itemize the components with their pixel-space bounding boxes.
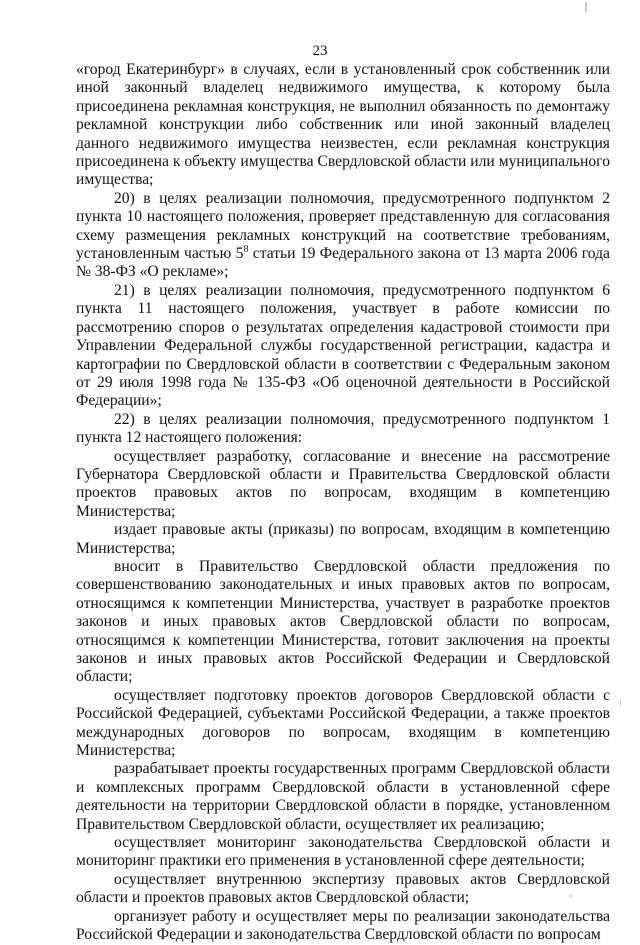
paragraph: разрабатывает проекты государственных программ Свердловской области и комплексных программ Свердловской области в установленной сфере деятельности на территории Свердловской области в порядке, установленном Правительством Свердловской области, осуществляет их реализацию; (76, 760, 610, 833)
paragraph: осуществляет мониторинг законодательства Свердловской области и мониторинг практики его применения в установленной сфере деятельности; (76, 834, 610, 870)
page-number: 23 (312, 43, 328, 59)
paragraph-item-20-text: 20) в целях реализации полномочия, предусмотренного подпунктом 2 пункта 10 настоящего положения, проверяет представленную для согласования схему размещения рекламных конструкций на соответствие требованиям, установленным частью 5 (76, 189, 610, 263)
paragraph-item-22: 22) в целях реализации полномочия, предусмотренного подпунктом 1 пункта 12 настоящего положения: (76, 410, 610, 447)
paragraph: осуществляет разработку, согласование и внесение на рассмотрение Губернатора Свердловской области и Правительства Свердловской области проектов правовых актов по вопросам, входящим в компетенцию Министерства; (76, 447, 610, 520)
paragraph: осуществляет внутреннюю экспертизу правовых актов Свердловской области и проектов правовых актов Свердловской области; (76, 870, 610, 907)
scan-artifact (620, 700, 621, 706)
paragraph-item-20-tail: статьи 19 Федерального закона от 13 марта 2006 года № 38-ФЗ «О рекламе»; (76, 245, 610, 281)
superscript: 8 (243, 244, 249, 256)
document-body (76, 61, 610, 945)
paragraph-continuation: «город Екатеринбург» в случаях, если в установленный срок собственник или иной законный владелец недвижимого имущества, к которому была присоединена рекламная конструкция, не выполнил обязанность по демонтажу рекламной конструкции либо собственник или иной законный владелец данного недвижимого имущества неизвестен, если рекламная конструкция присоединена к объекту имущества Свердловской области или муниципального имущества; (76, 61, 610, 189)
paragraph-item-20 (76, 190, 610, 282)
paragraph: вносит в Правительство Свердловской области предложения по совершенствованию законодательных и иных правовых актов по вопросам, относящимся к компетенции Министерства, участвует в разработке проектов законов и иных правовых актов Свердловской области по вопросам, относящимся к компетенции Министерства, готовит заключения на проекты законов и иных правовых актов Российской Федерации и Свердловской области; (76, 557, 610, 686)
scan-artifact (585, 2, 587, 12)
paragraph-item-21: 21) в целях реализации полномочия, предусмотренного подпунктом 6 пункта 11 настоящего положения, участвует в работе комиссии по рассмотрению споров о результатах определения кадастровой стоимости при Управлении Федеральной службы государственной регистрации, кадастра и картографии по Свердловской области в соответствии с Федеральным законом от 29 июля 1998 года № 135-ФЗ «Об оценочной деятельности в Российской Федерации»; (76, 281, 610, 410)
paragraph: издает правовые акты (приказы) по вопросам, входящим в компетенцию Министерства; (76, 521, 610, 557)
paragraph: осуществляет подготовку проектов договоров Свердловской области с Российской Федерацией, субъектами Российской Федерации, а также проектов международных договоров по вопросам, входящим в компетенцию Министерства; (76, 686, 610, 760)
paragraph: организует работу и осуществляет меры по реализации законодательства Российской Федерации и законодательства Свердловской области по вопросам (76, 907, 610, 944)
